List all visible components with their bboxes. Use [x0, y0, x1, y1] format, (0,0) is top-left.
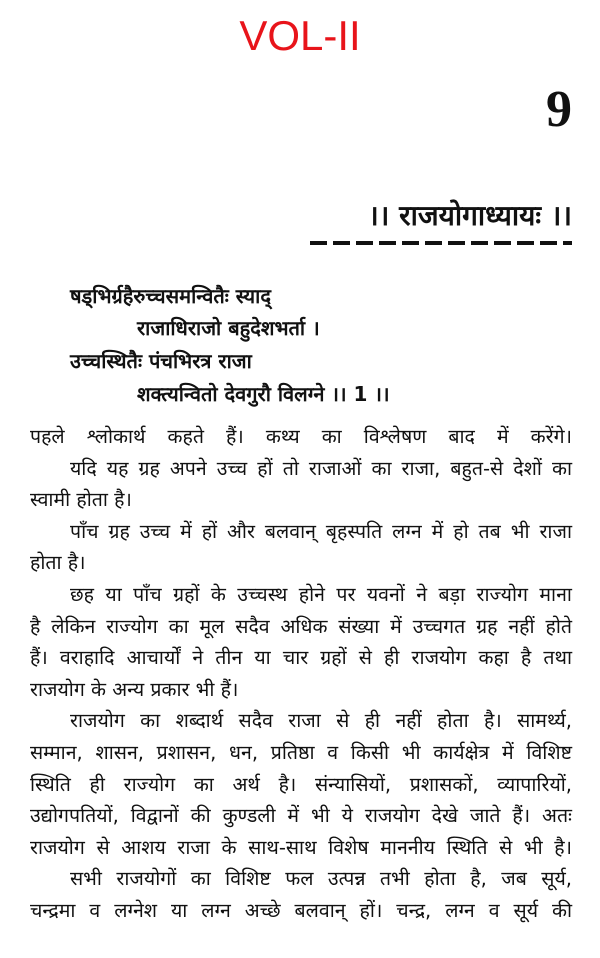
verse-line: राजाधिराजो बहुदेशभर्ता । [137, 316, 320, 340]
text-line: चन्द्रमा व लग्नेश या लग्न अच्छे बलवान् हों। चन्द्र, लग्न व सूर्य की [30, 899, 572, 922]
text-line: राजयोग का शब्दार्थ सदैव राजा से ही नहीं होता है। सामर्थ्य, [70, 709, 572, 733]
text-line: हैं। वराहादि आचार्यों ने तीन या चार ग्रहों से ही राजयोग कहा है तथा [30, 646, 572, 670]
text-line: राजयोग के अन्य प्रकार भी हैं। [30, 677, 239, 701]
verse-line: षड्भिर्ग्रहैरुच्चसमन्वितैः स्याद् [70, 284, 271, 308]
verse-line: शक्त्यन्वितो देवगुरौ विलग्ने ।। 1 ।। [137, 382, 390, 406]
text-line: स्वामी होता है। [30, 488, 132, 512]
text-line: सम्मान, शासन, प्रशासन, धन, प्रतिष्ठा व किसी भी कार्यक्षेत्र में विशिष्ट [30, 741, 572, 764]
title-dashed-underline [310, 241, 572, 245]
text-line: यदि यह ग्रह अपने उच्च हों तो राजाओं का राजा, बहुत-से देशों का [70, 456, 572, 480]
chapter-number: 9 [546, 81, 572, 138]
text-line: पाँच ग्रह उच्च में हों और बलवान् बृहस्पति लग्न में हो तब भी राजा [70, 519, 572, 543]
text-line: सभी राजयोगों का विशिष्ट फल उत्पन्न तभी होता है, जब सूर्य, [70, 867, 572, 891]
verse-line: उच्चस्थितैः पंचभिरत्र राजा [70, 349, 252, 373]
text-line: छह या पाँच ग्रहों के उच्चस्थ होने पर यवनों ने बड़ा राज्योग माना [70, 583, 572, 606]
text-line: उद्योगपतियों, विद्वानों की कुण्डली में भी ये राजयोग देखे जाते हैं। अतः [30, 804, 572, 828]
text-line: होता है। [30, 551, 86, 575]
text-line: स्थिति ही राज्योग का अर्थ है। संन्यासियों, प्रशासकों, व्यापारियों, [30, 772, 572, 796]
text-line: राजयोग से आशय राजा के साथ-साथ विशेष माननीय स्थिति से भी है। [30, 835, 572, 859]
text-line: पहले श्लोकार्थ कहते हैं। कथ्य का विश्लेषण बाद में करेंगे। [30, 425, 572, 448]
chapter-title: ।। राजयोगाध्यायः ।। [368, 199, 572, 232]
volume-label: VOL-II [239, 12, 361, 59]
text-line: है लेकिन राज्योग का मूल सदैव अधिक संख्या में उच्चगत ग्रह नहीं होते [30, 614, 572, 638]
